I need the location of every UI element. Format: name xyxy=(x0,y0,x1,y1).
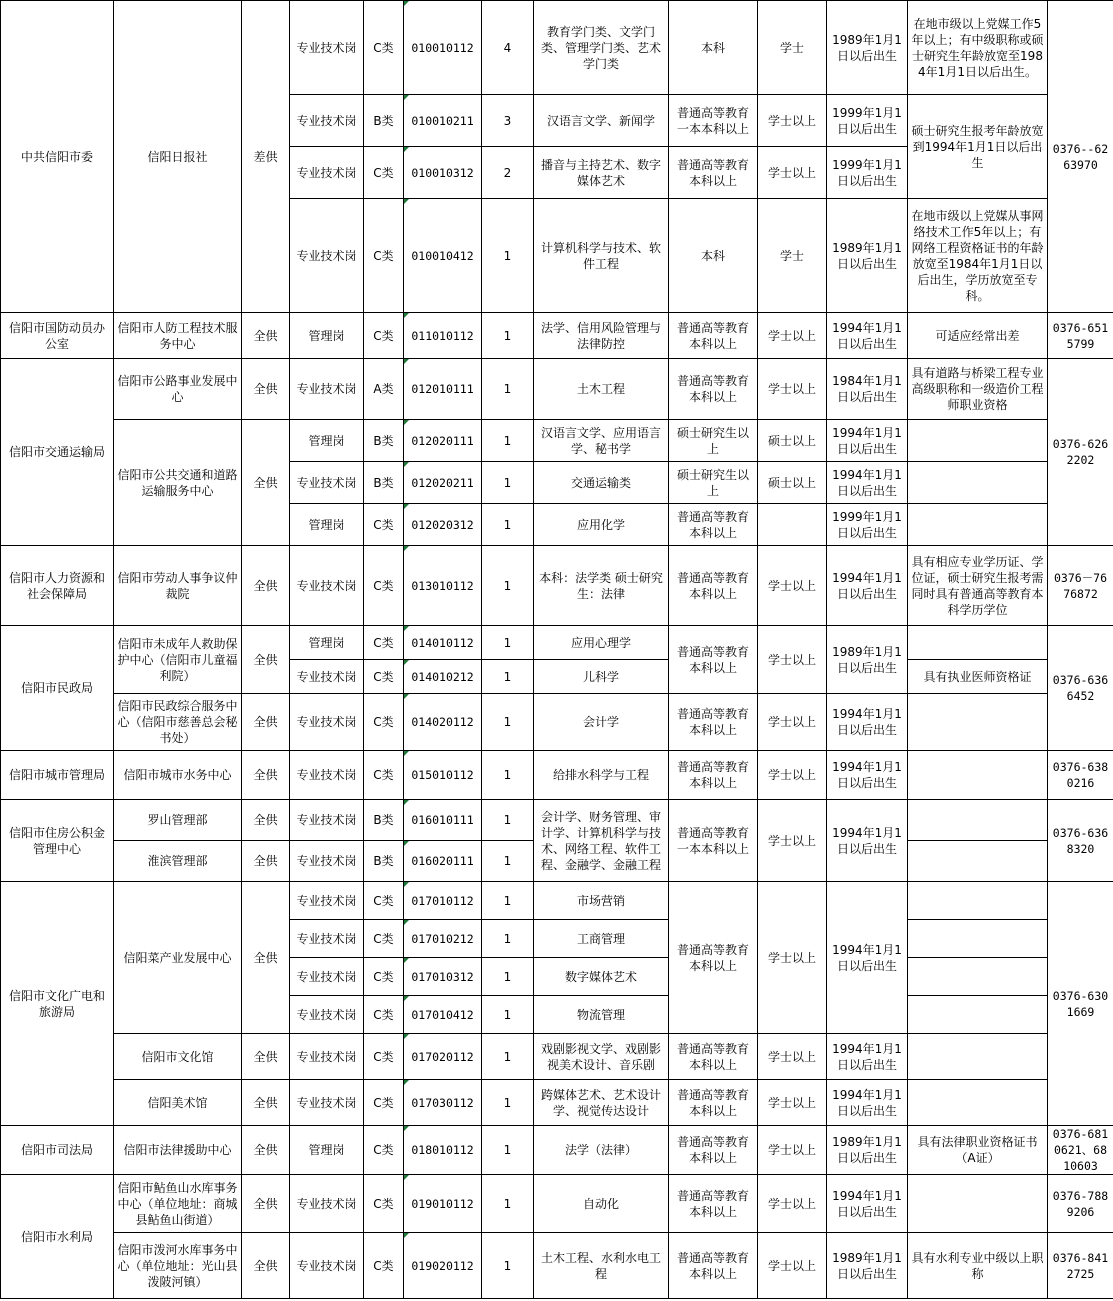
headcount-cell: 1 xyxy=(482,420,534,462)
funding-cell: 全供 xyxy=(242,800,290,841)
post-type-cell: 管理岗 xyxy=(290,313,364,359)
funding-cell: 全供 xyxy=(242,420,290,546)
age-cell: 1994年1月1日以后出生 xyxy=(827,420,908,462)
position-code-cell: 016020111 xyxy=(404,841,482,882)
major-cell: 播音与主持艺术、数字媒体艺术 xyxy=(534,147,669,199)
table-row xyxy=(1,694,1113,751)
table-row xyxy=(1,800,1113,841)
phone-cell: 0376-7889206 xyxy=(1048,1175,1113,1233)
post-type-cell: 专业技术岗 xyxy=(290,147,364,199)
department-cell: 信阳市民政局 xyxy=(1,626,114,751)
phone-cell: 0376-6301669 xyxy=(1048,882,1113,1126)
education-cell: 普通高等教育本科以上 xyxy=(669,504,758,546)
headcount-cell: 1 xyxy=(482,1126,534,1175)
other-requirements-cell: 具有法律职业资格证书（A证） xyxy=(908,1126,1048,1175)
funding-cell: 差供 xyxy=(242,1,290,313)
table-row xyxy=(1,1080,1113,1126)
headcount-cell: 1 xyxy=(482,751,534,800)
degree-cell: 学士以上 xyxy=(758,1233,827,1299)
category-cell: B类 xyxy=(364,800,404,841)
phone-cell: 0376-6262202 xyxy=(1048,359,1113,546)
other-requirements-cell xyxy=(908,1034,1048,1080)
other-requirements-cell: 具有相应专业学历证、学位证，硕士研究生报考需同时具有普通高等教育本科学历学位 xyxy=(908,546,1048,626)
funding-cell: 全供 xyxy=(242,1233,290,1299)
unit-cell: 信阳市未成年人救助保护中心（信阳市儿童福利院） xyxy=(114,626,242,694)
funding-cell: 全供 xyxy=(242,1034,290,1080)
headcount-cell: 1 xyxy=(482,660,534,694)
headcount-cell: 3 xyxy=(482,95,534,147)
other-requirements-cell: 硕士研究生报考年龄放宽到1994年1月1日以后出生 xyxy=(908,95,1048,199)
funding-cell: 全供 xyxy=(242,626,290,694)
major-cell: 计算机科学与技术、软件工程 xyxy=(534,199,669,313)
table-row xyxy=(1,1175,1113,1233)
headcount-cell: 1 xyxy=(482,626,534,660)
degree-cell: 学士以上 xyxy=(758,800,827,882)
headcount-cell: 1 xyxy=(482,199,534,313)
category-cell: B类 xyxy=(364,420,404,462)
major-cell: 物流管理 xyxy=(534,996,669,1034)
table-row xyxy=(1,626,1113,660)
position-code-cell: 017020112 xyxy=(404,1034,482,1080)
table-row xyxy=(1,751,1113,800)
department-cell: 信阳市城市管理局 xyxy=(1,751,114,800)
position-code-cell: 013010112 xyxy=(404,546,482,626)
age-cell: 1994年1月1日以后出生 xyxy=(827,546,908,626)
headcount-cell: 1 xyxy=(482,1175,534,1233)
post-type-cell: 管理岗 xyxy=(290,1126,364,1175)
unit-cell: 淮滨管理部 xyxy=(114,841,242,882)
major-cell: 市场营销 xyxy=(534,882,669,920)
headcount-cell: 1 xyxy=(482,504,534,546)
other-requirements-cell: 在地市级以上党媒工作5年以上；有中级职称或硕士研究生年龄放宽至1984年1月1日以后出生。 xyxy=(908,1,1048,95)
position-code-cell: 012010111 xyxy=(404,359,482,420)
other-requirements-cell xyxy=(908,841,1048,882)
table-row xyxy=(1,882,1113,920)
post-type-cell: 专业技术岗 xyxy=(290,920,364,958)
degree-cell: 硕士以上 xyxy=(758,420,827,462)
degree-cell: 硕士以上 xyxy=(758,462,827,504)
position-code-cell: 018010112 xyxy=(404,1126,482,1175)
major-cell: 给排水科学与工程 xyxy=(534,751,669,800)
education-cell: 本科 xyxy=(669,199,758,313)
major-cell: 土木工程 xyxy=(534,359,669,420)
headcount-cell: 1 xyxy=(482,1233,534,1299)
post-type-cell: 专业技术岗 xyxy=(290,660,364,694)
other-requirements-cell: 具有道路与桥梁工程专业高级职称和一级造价工程师职业资格 xyxy=(908,359,1048,420)
phone-cell: 0376-6366452 xyxy=(1048,626,1113,751)
funding-cell: 全供 xyxy=(242,841,290,882)
funding-cell: 全供 xyxy=(242,1126,290,1175)
post-type-cell: 专业技术岗 xyxy=(290,95,364,147)
post-type-cell: 专业技术岗 xyxy=(290,462,364,504)
department-cell: 信阳市住房公积金管理中心 xyxy=(1,800,114,882)
post-type-cell: 专业技术岗 xyxy=(290,1233,364,1299)
education-cell: 普通高等教育本科以上 xyxy=(669,1126,758,1175)
other-requirements-cell xyxy=(908,626,1048,660)
post-type-cell: 专业技术岗 xyxy=(290,546,364,626)
age-cell: 1994年1月1日以后出生 xyxy=(827,1034,908,1080)
headcount-cell: 1 xyxy=(482,996,534,1034)
age-cell: 1989年1月1日以后出生 xyxy=(827,199,908,313)
category-cell: C类 xyxy=(364,626,404,660)
other-requirements-cell xyxy=(908,800,1048,841)
category-cell: C类 xyxy=(364,958,404,996)
degree-cell: 学士以上 xyxy=(758,1034,827,1080)
education-cell: 普通高等教育本科以上 xyxy=(669,359,758,420)
headcount-cell: 1 xyxy=(482,800,534,841)
age-cell: 1989年1月1日以后出生 xyxy=(827,1126,908,1175)
post-type-cell: 专业技术岗 xyxy=(290,958,364,996)
age-cell: 1994年1月1日以后出生 xyxy=(827,694,908,751)
other-requirements-cell xyxy=(908,504,1048,546)
education-cell: 普通高等教育本科以上 xyxy=(669,626,758,694)
unit-cell: 信阳市鲇鱼山水库事务中心（单位地址：商城县鲇鱼山街道） xyxy=(114,1175,242,1233)
headcount-cell: 2 xyxy=(482,147,534,199)
unit-cell: 信阳市文化馆 xyxy=(114,1034,242,1080)
headcount-cell: 1 xyxy=(482,462,534,504)
category-cell: C类 xyxy=(364,313,404,359)
post-type-cell: 专业技术岗 xyxy=(290,199,364,313)
education-cell: 普通高等教育一本本科以上 xyxy=(669,800,758,882)
other-requirements-cell: 具有执业医师资格证 xyxy=(908,660,1048,694)
category-cell: C类 xyxy=(364,996,404,1034)
category-cell: C类 xyxy=(364,1080,404,1126)
unit-cell: 罗山管理部 xyxy=(114,800,242,841)
department-cell: 信阳市国防动员办公室 xyxy=(1,313,114,359)
headcount-cell: 1 xyxy=(482,841,534,882)
other-requirements-cell xyxy=(908,462,1048,504)
category-cell: C类 xyxy=(364,920,404,958)
age-cell: 1989年1月1日以后出生 xyxy=(827,1,908,95)
headcount-cell: 1 xyxy=(482,920,534,958)
age-cell: 1994年1月1日以后出生 xyxy=(827,1080,908,1126)
age-cell: 1989年1月1日以后出生 xyxy=(827,1233,908,1299)
headcount-cell: 1 xyxy=(482,958,534,996)
table-row xyxy=(1,420,1113,462)
position-code-cell: 010010211 xyxy=(404,95,482,147)
major-cell: 汉语言文学、应用语言学、秘书学 xyxy=(534,420,669,462)
category-cell: C类 xyxy=(364,147,404,199)
degree-cell: 学士以上 xyxy=(758,147,827,199)
age-cell: 1994年1月1日以后出生 xyxy=(827,313,908,359)
degree-cell: 学士以上 xyxy=(758,882,827,1034)
unit-cell: 信阳市民政综合服务中心（信阳市慈善总会秘书处） xyxy=(114,694,242,751)
phone-cell: 0376-8412725 xyxy=(1048,1233,1113,1299)
other-requirements-cell xyxy=(908,996,1048,1034)
position-code-cell: 016010111 xyxy=(404,800,482,841)
age-cell: 1999年1月1日以后出生 xyxy=(827,147,908,199)
funding-cell: 全供 xyxy=(242,1080,290,1126)
other-requirements-cell xyxy=(908,1080,1048,1126)
post-type-cell: 专业技术岗 xyxy=(290,882,364,920)
education-cell: 普通高等教育本科以上 xyxy=(669,1233,758,1299)
position-code-cell: 019020112 xyxy=(404,1233,482,1299)
major-cell: 工商管理 xyxy=(534,920,669,958)
position-code-cell: 010010412 xyxy=(404,199,482,313)
unit-cell: 信阳市人防工程技术服务中心 xyxy=(114,313,242,359)
other-requirements-cell xyxy=(908,882,1048,920)
major-cell: 本科：法学类 硕士研究生：法律 xyxy=(534,546,669,626)
other-requirements-cell xyxy=(908,420,1048,462)
other-requirements-cell xyxy=(908,958,1048,996)
department-cell: 信阳市水利局 xyxy=(1,1175,114,1299)
headcount-cell: 1 xyxy=(482,359,534,420)
position-code-cell: 010010112 xyxy=(404,1,482,95)
phone-cell: 0376－7676872 xyxy=(1048,546,1113,626)
category-cell: C类 xyxy=(364,694,404,751)
headcount-cell: 1 xyxy=(482,1034,534,1080)
major-cell: 应用化学 xyxy=(534,504,669,546)
unit-cell: 信阳市泼河水库事务中心（单位地址：光山县泼陂河镇） xyxy=(114,1233,242,1299)
other-requirements-cell: 具有水利专业中级以上职称 xyxy=(908,1233,1048,1299)
category-cell: B类 xyxy=(364,95,404,147)
degree-cell: 学士以上 xyxy=(758,1175,827,1233)
degree-cell: 学士以上 xyxy=(758,1126,827,1175)
education-cell: 硕士研究生以上 xyxy=(669,462,758,504)
position-code-cell: 014010112 xyxy=(404,626,482,660)
other-requirements-cell: 可适应经常出差 xyxy=(908,313,1048,359)
education-cell: 普通高等教育本科以上 xyxy=(669,546,758,626)
major-cell: 数字媒体艺术 xyxy=(534,958,669,996)
category-cell: C类 xyxy=(364,1175,404,1233)
position-code-cell: 012020111 xyxy=(404,420,482,462)
department-cell: 信阳市文化广电和旅游局 xyxy=(1,882,114,1126)
position-code-cell: 019010112 xyxy=(404,1175,482,1233)
funding-cell: 全供 xyxy=(242,882,290,1034)
category-cell: C类 xyxy=(364,199,404,313)
unit-cell: 信阳市公路事业发展中心 xyxy=(114,359,242,420)
phone-cell: 0376-6810621、6810603 xyxy=(1048,1126,1113,1175)
other-requirements-cell xyxy=(908,751,1048,800)
position-code-cell: 010010312 xyxy=(404,147,482,199)
education-cell: 普通高等教育本科以上 xyxy=(669,694,758,751)
degree-cell: 学士以上 xyxy=(758,359,827,420)
position-code-cell: 017010412 xyxy=(404,996,482,1034)
major-cell: 交通运输类 xyxy=(534,462,669,504)
position-code-cell: 012020312 xyxy=(404,504,482,546)
funding-cell: 全供 xyxy=(242,751,290,800)
age-cell: 1994年1月1日以后出生 xyxy=(827,800,908,882)
age-cell: 1994年1月1日以后出生 xyxy=(827,462,908,504)
table-row xyxy=(1,1126,1113,1175)
headcount-cell: 1 xyxy=(482,1080,534,1126)
post-type-cell: 专业技术岗 xyxy=(290,800,364,841)
degree-cell: 学士以上 xyxy=(758,546,827,626)
age-cell: 1999年1月1日以后出生 xyxy=(827,504,908,546)
post-type-cell: 专业技术岗 xyxy=(290,1080,364,1126)
education-cell: 普通高等教育本科以上 xyxy=(669,882,758,1034)
position-code-cell: 015010112 xyxy=(404,751,482,800)
post-type-cell: 管理岗 xyxy=(290,626,364,660)
table-row xyxy=(1,546,1113,626)
education-cell: 普通高等教育本科以上 xyxy=(669,1034,758,1080)
major-cell: 跨媒体艺术、艺术设计学、视觉传达设计 xyxy=(534,1080,669,1126)
phone-cell: 0376-6515799 xyxy=(1048,313,1113,359)
age-cell: 1994年1月1日以后出生 xyxy=(827,751,908,800)
major-cell: 会计学 xyxy=(534,694,669,751)
education-cell: 硕士研究生以上 xyxy=(669,420,758,462)
education-cell: 普通高等教育一本本科以上 xyxy=(669,95,758,147)
unit-cell: 信阳日报社 xyxy=(114,1,242,313)
post-type-cell: 专业技术岗 xyxy=(290,841,364,882)
table-row xyxy=(1,313,1113,359)
age-cell: 1994年1月1日以后出生 xyxy=(827,1175,908,1233)
degree-cell: 学士以上 xyxy=(758,626,827,694)
funding-cell: 全供 xyxy=(242,1175,290,1233)
unit-cell: 信阳美术馆 xyxy=(114,1080,242,1126)
education-cell: 普通高等教育本科以上 xyxy=(669,313,758,359)
category-cell: C类 xyxy=(364,660,404,694)
other-requirements-cell: 在地市级以上党媒从事网络技术工作5年以上；有网络工程资格证书的年龄放宽至1984年1月1日以后出生，学历放宽至专科。 xyxy=(908,199,1048,313)
other-requirements-cell xyxy=(908,694,1048,751)
age-cell: 1999年1月1日以后出生 xyxy=(827,95,908,147)
table-row xyxy=(1,1233,1113,1299)
education-cell: 普通高等教育本科以上 xyxy=(669,147,758,199)
funding-cell: 全供 xyxy=(242,359,290,420)
category-cell: B类 xyxy=(364,841,404,882)
post-type-cell: 专业技术岗 xyxy=(290,1034,364,1080)
position-code-cell: 017010212 xyxy=(404,920,482,958)
unit-cell: 信阳市法律援助中心 xyxy=(114,1126,242,1175)
degree-cell: 学士以上 xyxy=(758,313,827,359)
position-code-cell: 014010212 xyxy=(404,660,482,694)
degree-cell: 学士以上 xyxy=(758,95,827,147)
major-cell: 戏剧影视文学、戏剧影视美术设计、音乐剧 xyxy=(534,1034,669,1080)
position-code-cell: 017030112 xyxy=(404,1080,482,1126)
funding-cell: 全供 xyxy=(242,694,290,751)
other-requirements-cell xyxy=(908,920,1048,958)
department-cell: 信阳市交通运输局 xyxy=(1,359,114,546)
category-cell: C类 xyxy=(364,1233,404,1299)
major-cell: 土木工程、水利水电工程 xyxy=(534,1233,669,1299)
age-cell: 1984年1月1日以后出生 xyxy=(827,359,908,420)
major-cell: 教育学门类、文学门类、管理学门类、艺术学门类 xyxy=(534,1,669,95)
unit-cell: 信阳市劳动人事争议仲裁院 xyxy=(114,546,242,626)
degree-cell xyxy=(758,504,827,546)
degree-cell: 学士以上 xyxy=(758,1080,827,1126)
post-type-cell: 专业技术岗 xyxy=(290,694,364,751)
degree-cell: 学士以上 xyxy=(758,694,827,751)
major-cell: 会计学、财务管理、审计学、计算机科学与技术、网络工程、软件工程、金融学、金融工程 xyxy=(534,800,669,882)
other-requirements-cell xyxy=(908,1175,1048,1233)
table-row xyxy=(1,1034,1113,1080)
category-cell: B类 xyxy=(364,462,404,504)
degree-cell: 学士 xyxy=(758,1,827,95)
category-cell: C类 xyxy=(364,1,404,95)
category-cell: C类 xyxy=(364,546,404,626)
unit-cell: 信阳菜产业发展中心 xyxy=(114,882,242,1034)
post-type-cell: 专业技术岗 xyxy=(290,359,364,420)
unit-cell: 信阳市公共交通和道路运输服务中心 xyxy=(114,420,242,546)
category-cell: C类 xyxy=(364,1034,404,1080)
post-type-cell: 专业技术岗 xyxy=(290,1,364,95)
position-code-cell: 011010112 xyxy=(404,313,482,359)
department-cell: 信阳市司法局 xyxy=(1,1126,114,1175)
category-cell: C类 xyxy=(364,1126,404,1175)
post-type-cell: 专业技术岗 xyxy=(290,751,364,800)
category-cell: A类 xyxy=(364,359,404,420)
headcount-cell: 1 xyxy=(482,313,534,359)
position-code-cell: 017010112 xyxy=(404,882,482,920)
major-cell: 汉语言文学、新闻学 xyxy=(534,95,669,147)
department-cell: 信阳市人力资源和社会保障局 xyxy=(1,546,114,626)
position-code-cell: 017010312 xyxy=(404,958,482,996)
major-cell: 法学、信用风险管理与法律防控 xyxy=(534,313,669,359)
degree-cell: 学士 xyxy=(758,199,827,313)
category-cell: C类 xyxy=(364,882,404,920)
position-code-cell: 014020112 xyxy=(404,694,482,751)
education-cell: 普通高等教育本科以上 xyxy=(669,751,758,800)
category-cell: C类 xyxy=(364,504,404,546)
major-cell: 应用心理学 xyxy=(534,626,669,660)
degree-cell: 学士以上 xyxy=(758,751,827,800)
major-cell: 自动化 xyxy=(534,1175,669,1233)
age-cell: 1989年1月1日以后出生 xyxy=(827,626,908,694)
category-cell: C类 xyxy=(364,751,404,800)
headcount-cell: 1 xyxy=(482,546,534,626)
position-code-cell: 012020211 xyxy=(404,462,482,504)
department-cell: 中共信阳市委 xyxy=(1,1,114,313)
funding-cell: 全供 xyxy=(242,313,290,359)
unit-cell: 信阳市城市水务中心 xyxy=(114,751,242,800)
headcount-cell: 4 xyxy=(482,1,534,95)
table-row xyxy=(1,359,1113,420)
major-cell: 儿科学 xyxy=(534,660,669,694)
phone-cell: 0376--6263970 xyxy=(1048,1,1113,313)
major-cell: 法学（法律） xyxy=(534,1126,669,1175)
headcount-cell: 1 xyxy=(482,882,534,920)
education-cell: 普通高等教育本科以上 xyxy=(669,1080,758,1126)
age-cell: 1994年1月1日以后出生 xyxy=(827,882,908,1034)
headcount-cell: 1 xyxy=(482,694,534,751)
post-type-cell: 专业技术岗 xyxy=(290,996,364,1034)
phone-cell: 0376-6368320 xyxy=(1048,800,1113,882)
funding-cell: 全供 xyxy=(242,546,290,626)
post-type-cell: 专业技术岗 xyxy=(290,1175,364,1233)
education-cell: 本科 xyxy=(669,1,758,95)
education-cell: 普通高等教育本科以上 xyxy=(669,1175,758,1233)
table-row xyxy=(1,1,1113,95)
post-type-cell: 管理岗 xyxy=(290,504,364,546)
post-type-cell: 管理岗 xyxy=(290,420,364,462)
phone-cell: 0376-6380216 xyxy=(1048,751,1113,800)
